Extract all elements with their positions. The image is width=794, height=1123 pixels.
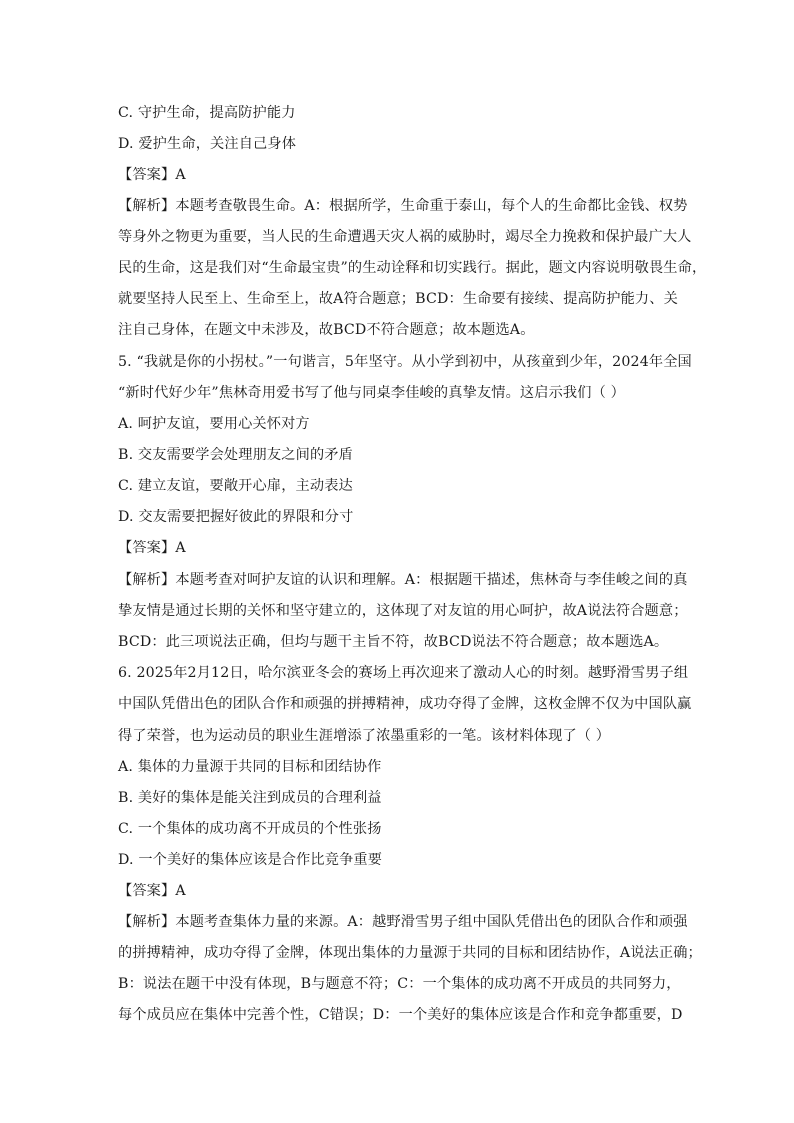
q6-analysis-line: B：说法在题干中没有体现，B与题意不符；C：一个集体的成功离不开成员的共同努力， <box>118 976 681 992</box>
q5-analysis-line: 【解析】本题考查对呵护友谊的认识和理解。A：根据题干描述，焦林奇与李佳峻之间的真 <box>118 572 688 588</box>
q6-option-a: A. 集体的力量源于共同的目标和团结协作 <box>118 759 382 775</box>
q5-analysis-line: 挚友情是通过长期的关怀和坚守建立的，这体现了对友谊的用心呵护，故A说法符合题意； <box>118 603 688 619</box>
q6-option-c: C. 一个集体的成功离不开成员的个性张扬 <box>118 821 382 837</box>
q6-option-d: D. 一个美好的集体应该是合作比竞争重要 <box>118 852 383 868</box>
q6-stem-line: 中国队凭借出色的团队合作和顽强的拼搏精神，成功夺得了金牌，这枚金牌不仅为中国队赢 <box>118 696 692 712</box>
q4-analysis-line: 等身外之物更为重要，当人民的生命遭遇天灾人祸的威胁时，竭尽全力挽救和保护最广大人 <box>118 229 692 245</box>
q5-stem-line: “新时代好少年”焦林奇用爱书写了他与同桌李佳峻的真挚友情。这启示我们（ ） <box>118 385 625 401</box>
q5-stem-line: 5. “我就是你的小拐杖。”一句谐言，5年坚守。从小学到初中，从孩童到少年，2024年全国 <box>118 354 692 370</box>
q6-stem-line: 得了荣誉，也为运动员的职业生涯增添了浓墨重彩的一笔。该材料体现了（ ） <box>118 728 611 744</box>
q6-analysis-line: 的拼搏精神，成功夺得了金牌，体现出集体的力量源于共同的目标和团结协作，A说法正确； <box>118 945 702 961</box>
q5-option-a: A. 呵护友谊，要用心关怀对方 <box>118 416 310 432</box>
q5-answer: 【答案】A <box>118 540 186 556</box>
q5-option-c: C. 建立友谊，要敞开心扉，主动表达 <box>118 478 353 494</box>
q4-option-d: D. 爱护生命，关注自己身体 <box>118 136 297 152</box>
q5-option-d: D. 交友需要把握好彼此的界限和分寸 <box>118 509 354 525</box>
q4-option-c: C. 守护生命，提高防护能力 <box>118 105 296 121</box>
q6-answer: 【答案】A <box>118 883 186 899</box>
q6-option-b: B. 美好的集体是能关注到成员的合理利益 <box>118 790 382 806</box>
q4-analysis-line: 民的生命，这是我们对“生命最宝贵”的生动诠释和切实践行。据此，题文内容说明敬畏生命， <box>118 260 707 276</box>
q5-analysis-line: BCD：此三项说法正确，但均与题干主旨不符，故BCD说法不符合题意；故本题选A。 <box>118 634 669 650</box>
q4-analysis-line: 就要坚持人民至上、生命至上，故A符合题意；BCD：生命要有接续、提高防护能力、关 <box>118 291 678 307</box>
q5-option-b: B. 交友需要学会处理朋友之间的矛盾 <box>118 447 353 463</box>
q4-answer: 【答案】A <box>118 167 186 183</box>
q6-analysis-line: 【解析】本题考查集体力量的来源。A：越野滑雪男子组中国队凭借出色的团队合作和顽强 <box>118 914 688 930</box>
q4-analysis-line: 注自己身体，在题文中未涉及，故BCD不符合题意；故本题选A。 <box>118 322 535 338</box>
q6-stem-line: 6. 2025年2月12日，哈尔滨亚冬会的赛场上再次迎来了激动人心的时刻。越野滑雪男子组 <box>118 665 689 681</box>
q6-analysis-line: 每个成员应在集体中完善个性，C错误；D：一个美好的集体应该是合作和竞争都重要，D <box>118 1007 683 1023</box>
q4-analysis-line: 【解析】本题考查敬畏生命。A：根据所学，生命重于泰山，每个人的生命都比金钱、权势 <box>118 198 688 214</box>
